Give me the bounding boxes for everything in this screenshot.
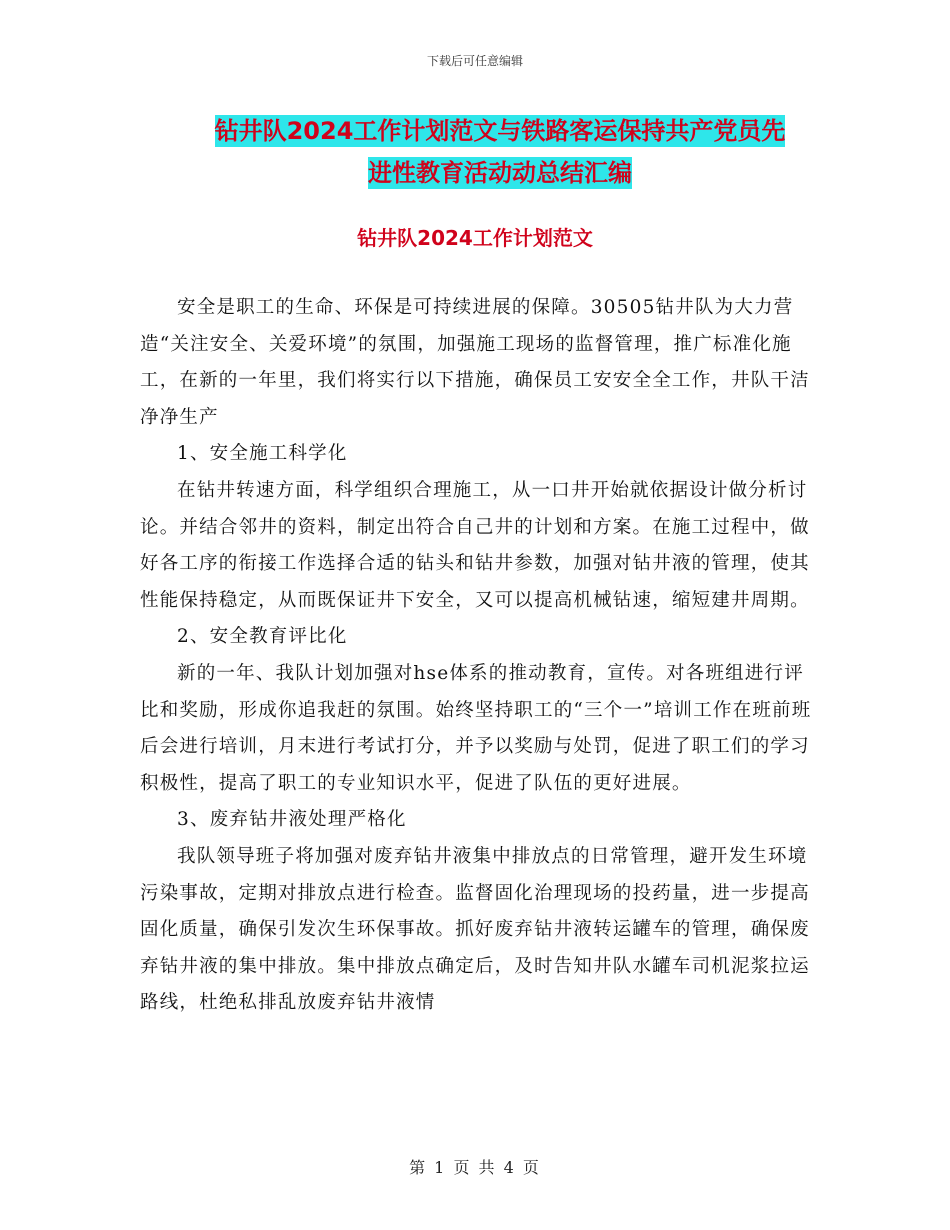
document-body xyxy=(140,290,812,1022)
document-title-line-2: 进性教育活动动总结汇编 xyxy=(368,159,632,187)
document-title-line-1: 钻井队2024工作计划范文与铁路客运保持共产党员先 xyxy=(214,117,786,145)
page-number: 第 1 页 共 4 页 xyxy=(409,1158,541,1177)
heading-item-2: 2、安全教育评比化 xyxy=(177,626,348,648)
paragraph-item-2: 新的一年、我队计划加强对hse体系的推动教育，宣传。对各班组进行评比和奖励，形成你追我赶的氛围。始终坚持职工的“三个一”培训工作在班前班后会进行培训，月末进行考试打分，并予以奖励与处罚，促进了职工们的学习积极性，提高了职工的专业知识水平，促进了队伍的更好进展。 xyxy=(140,662,812,794)
paragraph-intro: 安全是职工的生命、环保是可持续进展的保障。30505钻井队为大力营造“关注安全、关爱环境”的氛围，加强施工现场的监督管理，推广标准化施工，在新的一年里，我们将实行以下措施，确保员工安安全全工作，井队干洁净净生产 xyxy=(140,297,810,428)
section-title: 钻井队2024工作计划范文 xyxy=(357,226,593,250)
paragraph-item-3: 我队领导班子将加强对废弃钻井液集中排放点的日常管理，避开发生环境污染事故，定期对排放点进行检查。监督固化治理现场的投药量，进一步提高固化质量，确保引发次生环保事故。抓好废弃钻井液转运罐车的管理，确保废弃钻井液的集中排放。集中排放点确定后，及时告知井队水罐车司机泥浆拉运路线，杜绝私排乱放废弃钻井液情 xyxy=(140,845,810,1014)
document-title xyxy=(140,110,860,194)
heading-item-3: 3、废弃钻井液处理严格化 xyxy=(177,809,407,831)
paragraph-item-1: 在钻井转速方面，科学组织合理施工，从一口井开始就依据设计做分析讨论。并结合邻井的资料，制定出符合自己井的计划和方案。在施工过程中，做好各工序的衔接工作选择合适的钻头和钻井参数，加强对钻井液的管理，使其性能保持稳定，从而既保证井下安全，又可以提高机械钻速，缩短建井周期。 xyxy=(140,479,810,611)
page-header-note: 下载后可任意编辑 xyxy=(426,54,523,68)
heading-item-1: 1、安全施工科学化 xyxy=(177,443,348,465)
